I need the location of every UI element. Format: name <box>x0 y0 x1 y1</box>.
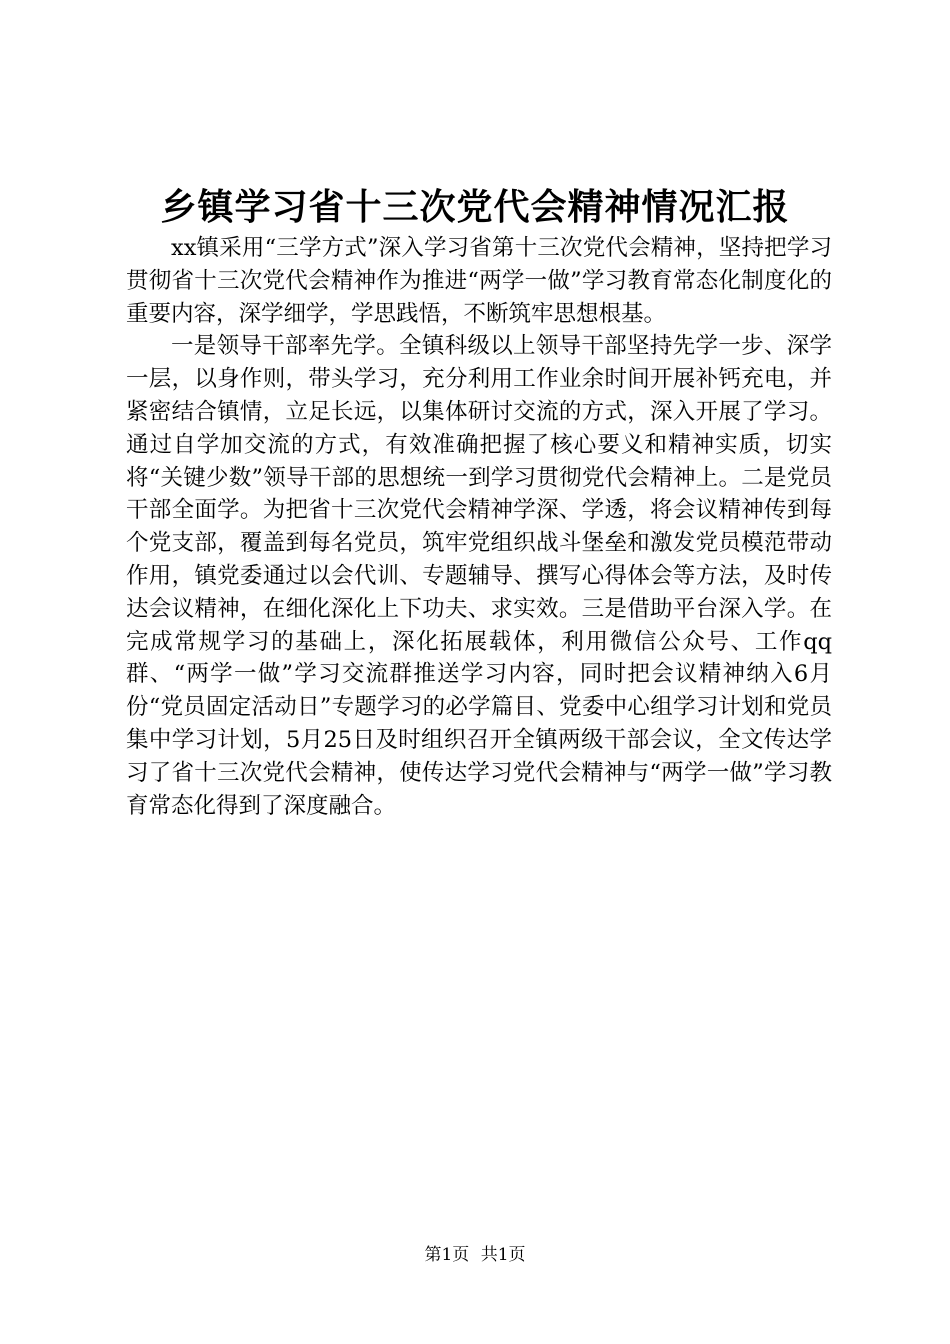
page-number-current: 第1页 <box>424 1245 470 1265</box>
document-title: 乡镇学习省十三次党代会精神情况汇报 <box>160 187 790 228</box>
paragraph-intro: xx镇采用“三学方式”深入学习省第十三次党代会精神，坚持把学习贯彻省十三次党代会精神作为推进“两学一做”学习教育常态化制度化的重要内容，深学细学，学思践悟，不断筑牢思想根基。 <box>126 235 832 327</box>
document-body <box>126 232 832 822</box>
paragraph-main: 一是领导干部率先学。全镇科级以上领导干部坚持先学一步、深学一层，以身作则，带头学习，充分利用工作业余时间开展补钙充电，并紧密结合镇情，立足长远，以集体研讨交流的方式，深入开展了学习。通过自学加交流的方式，有效准确把握了核心要义和精神实质，切实将“关键少数”领导干部的思想统一到学习贯彻党代会精神上。二是党员干部全面学。为把省十三次党代会精神学深、学透，将会议精神传到每个党支部，覆盖到每名党员，筑牢党组织战斗堡垒和激发党员模范带动作用，镇党委通过以会代训、专题辅导、撰写心得体会等方法，及时传达会议精神，在细化深化上下功夫、求实效。三是借助平台深入学。在完成常规学习的基础上，深化拓展载体，利用微信公众号、工作qq群、“两学一做”学习交流群推送学习内容，同时把会议精神纳入6月份“党员固定活动日”专题学习的必学篇目、党委中心组学习计划和党员集中学习计划，5月25日及时组织召开全镇两级干部会议，全文传达学习了省十三次党代会精神，使传达学习党代会精神与“两学一做”学习教育常态化得到了深度融合。 <box>126 333 832 819</box>
page-number-total: 共1页 <box>480 1245 526 1265</box>
page-footer <box>0 1243 950 1267</box>
